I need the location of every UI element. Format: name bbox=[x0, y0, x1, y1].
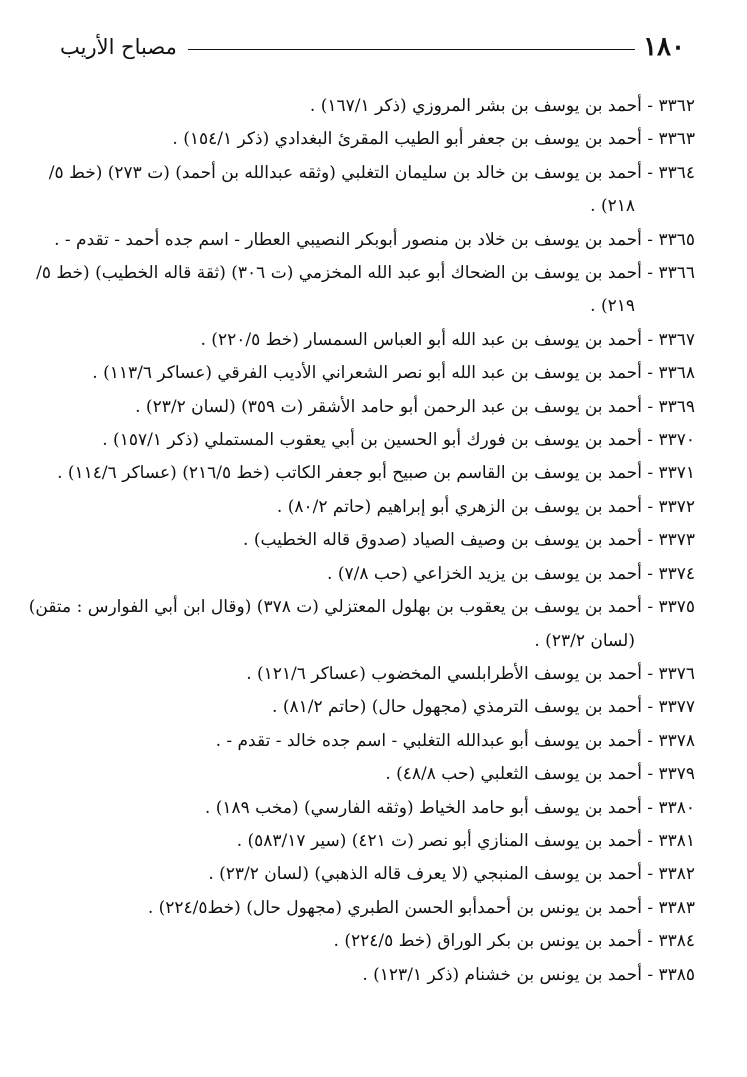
list-item bbox=[50, 658, 695, 691]
entry-text: ٣٣٧٥ - أحمد بن يوسف بن يعقوب بن بهلول المعتزلي (ت ٣٧٨) (وقال ابن أبي الفوارس : متقن) bbox=[28, 597, 695, 618]
entry-text: ٣٣٦٦ - أحمد بن يوسف بن الضحاك أبو عبد الله المخزمي (ت ٣٠٦) (ثقة قاله الخطيب) (خط ٥/ bbox=[36, 263, 695, 284]
biographical-entries-list bbox=[28, 90, 695, 992]
entry-text: ٣٣٧٠ - أحمد بن يوسف بن فورك أبو الحسين بن أبي يعقوب المستملي (ذكر ١٥٧/١) . bbox=[102, 430, 695, 451]
entry-text: ٣٣٧١ - أحمد بن يوسف بن القاسم بن صبيح أبو جعفر الكاتب (خط ٢١٦/٥) (عساكر ١١٤/٦) . bbox=[57, 463, 695, 484]
entry-continuation: ٢١٨) . bbox=[590, 196, 635, 217]
list-item bbox=[50, 224, 695, 257]
list-item bbox=[50, 959, 695, 992]
list-item bbox=[36, 257, 695, 324]
list-item bbox=[50, 90, 695, 123]
list-item bbox=[50, 758, 695, 791]
entry-text: ٣٣٧٧ - أحمد بن يوسف الترمذي (مجهول حال) (حاتم ٨١/٢) . bbox=[272, 697, 695, 718]
list-item bbox=[50, 424, 695, 457]
entry-text: ٣٣٨٥ - أحمد بن يونس بن خشنام (ذكر ١٢٣/١) . bbox=[362, 964, 695, 985]
entry-continuation: ٢١٩) . bbox=[590, 296, 635, 317]
list-item bbox=[50, 925, 695, 958]
running-title: مصباح الأريب bbox=[60, 35, 177, 59]
list-item bbox=[50, 524, 695, 557]
list-item bbox=[50, 691, 695, 724]
list-item bbox=[50, 123, 695, 156]
list-item bbox=[50, 858, 695, 891]
entry-text: ٣٣٨٣ - أحمد بن يونس بن أحمدأبو الحسن الطبري (مجهول حال) (خط٢٢٤/٥) . bbox=[147, 897, 695, 918]
entry-text: ٣٣٦٣ - أحمد بن يوسف بن جعفر أبو الطيب المقرئ البغدادي (ذكر ١٥٤/١) . bbox=[172, 129, 695, 150]
list-item bbox=[50, 324, 695, 357]
entry-text: ٣٣٧٩ - أحمد بن يوسف الثعلبي (حب ٤٨/٨) . bbox=[385, 764, 695, 785]
list-item bbox=[50, 157, 695, 224]
entry-text: ٣٣٨٤ - أحمد بن يونس بن بكر الوراق (خط ٢٢٤/٥) . bbox=[333, 931, 695, 952]
entry-text: ٣٣٧٤ - أحمد بن يوسف بن يزيد الخزاعي (حب ٧/٨) . bbox=[327, 563, 695, 584]
list-item bbox=[50, 491, 695, 524]
list-item bbox=[50, 357, 695, 390]
list-item bbox=[50, 725, 695, 758]
entry-text: ٣٣٦٧ - أحمد بن يوسف بن عبد الله أبو العباس السمسار (خط ٢٢٠/٥) . bbox=[200, 329, 695, 350]
page-header bbox=[60, 30, 685, 66]
entry-text: ٣٣٦٩ - أحمد بن يوسف بن عبد الرحمن أبو حامد الأشقر (ت ٣٥٩) (لسان ٢٣/٢) . bbox=[135, 396, 695, 417]
entry-text: ٣٣٦٢ - أحمد بن يوسف بن بشر المروزي (ذكر ١٦٧/١) . bbox=[309, 96, 695, 116]
entry-text: ٣٣٧٦ - أحمد بن يوسف الأطرابلسي المخضوب (عساكر ١٢١/٦) . bbox=[246, 663, 695, 684]
entry-text: ٣٣٦٥ - أحمد بن يوسف بن خلاد بن منصور أبوبكر النصيبي العطار - اسم جده أحمد - تقدم - . bbox=[54, 229, 695, 250]
entry-text: ٣٣٧٢ - أحمد بن يوسف بن الزهري أبو إبراهيم (حاتم ٨٠/٢) . bbox=[276, 496, 695, 517]
entry-text: ٣٣٧٣ - أحمد بن يوسف بن وصيف الصياد (صدوق قاله الخطيب) . bbox=[243, 530, 695, 551]
list-item bbox=[50, 892, 695, 925]
entry-continuation: (لسان ٢٣/٢) . bbox=[534, 630, 635, 651]
entry-text: ٣٣٨٢ - أحمد بن يوسف المنبجي (لا يعرف قاله الذهبي) (لسان ٢٣/٢) . bbox=[208, 864, 695, 885]
list-item bbox=[50, 558, 695, 591]
entry-text: ٣٣٨٠ - أحمد بن يوسف أبو حامد الخياط (وثقه الفارسي) (مخب ١٨٩) . bbox=[204, 797, 695, 818]
entry-text: ٣٣٨١ - أحمد بن يوسف المنازي أبو نصر (ت ٤٢١) (سير ٥٨٣/١٧) . bbox=[236, 830, 695, 851]
list-item bbox=[28, 591, 695, 658]
list-item bbox=[50, 792, 695, 825]
entry-text: ٣٣٧٨ - أحمد بن يوسف أبو عبدالله التغلبي - اسم جده خالد - تقدم - . bbox=[215, 730, 695, 751]
entry-text: ٣٣٦٨ - أحمد بن يوسف بن عبد الله أبو نصر الشعراني الأديب الفرقي (عساكر ١١٣/٦) . bbox=[92, 363, 695, 384]
page-number: ١٨٠ bbox=[643, 32, 685, 62]
list-item bbox=[50, 391, 695, 424]
entry-text: ٣٣٦٤ - أحمد بن يوسف بن خالد بن سليمان التغلبي (وثقه عبدالله بن أحمد) (ت ٢٧٣) (خط ٥/ bbox=[48, 162, 695, 183]
list-item bbox=[50, 457, 695, 490]
list-item bbox=[50, 825, 695, 858]
header-rule bbox=[188, 49, 635, 50]
